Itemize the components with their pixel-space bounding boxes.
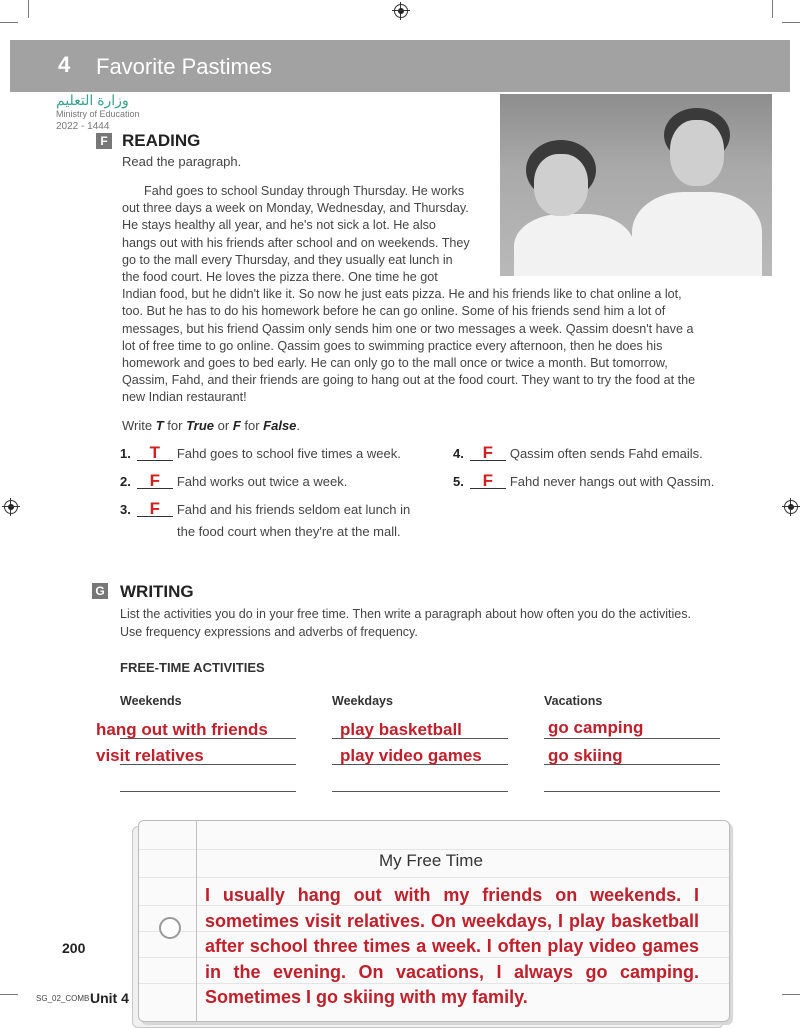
page-number: 200: [62, 940, 86, 956]
tf-answer-2[interactable]: F: [137, 474, 173, 489]
vacations-answer-2[interactable]: go skiing: [548, 746, 623, 765]
notepad-paragraph[interactable]: I usually hang out with my friends on weekends. I sometimes visit relatives. On weekdays, I play basketball after school three times a week. I often play video games in the evening. On vacations, I always go camping. Sometimes I go skiing with my family.: [205, 885, 699, 1007]
crop-mark: [0, 994, 18, 995]
tf-answer-1[interactable]: T: [137, 446, 173, 461]
answer-line: [544, 791, 720, 792]
tf-item-3-line2: the food court when they're at the mall.: [177, 524, 401, 539]
section-letter-f: F: [96, 133, 112, 149]
notepad-margin-line: [196, 821, 197, 1021]
crop-mark: [782, 994, 800, 995]
tf-item-3: 3. F Fahd and his friends seldom eat lunch in: [120, 499, 411, 518]
column-heading-weekends: Weekends: [120, 694, 182, 708]
tf-item-2: 2. F Fahd works out twice a week.: [120, 471, 348, 490]
crop-mark: [0, 22, 18, 23]
unit-title: Favorite Pastimes: [96, 54, 273, 79]
unit-number: 4: [58, 52, 71, 77]
footer-unit: Unit 4: [90, 990, 129, 1006]
tf-item-4: 4. F Qassim often sends Fahd emails.: [453, 443, 703, 462]
ministry-year: 2022 - 1444: [56, 121, 110, 132]
true-false-instruction: Write T for True or F for False.: [122, 418, 301, 433]
tf-answer-5[interactable]: F: [470, 474, 506, 489]
answer-line: [544, 738, 720, 739]
reading-paragraph: [122, 183, 702, 407]
weekends-answer-2[interactable]: visit relatives: [96, 746, 204, 765]
notepad-hole-icon: [159, 917, 181, 939]
registration-mark-icon: [784, 500, 798, 514]
weekdays-answer-1[interactable]: play basketball: [340, 720, 462, 739]
section-letter-g: G: [92, 583, 108, 599]
reading-paragraph-text: Fahd goes to school Sunday through Thursday. He works out three days a week on Monday, Wednesday, and Thursday. He stays healthy all year, and he's not sick a lot. He also hangs out with his friends after school and on weekends. They go to the mall every Thursday, and they usually eat lunch in the food court. He loves the pizza there. One time he got Indian food, but he didn't like it. So now he just eats pizza. He and his friends like to chat online a lot, too. But he has to do his homework before he can go online. Some of his friends send him a lot of messages, but his friend Qassim only sends him one or two messages a week. Qassim doesn't have a lot of free time to go online. Qassim goes to swimming practice every afternoon, then he does his homework and goes to bed early. He can only go to the mall once or twice a month. But tomorrow, Qassim, Fahd, and their friends are going to hang out at the food court. They want to try the food at the new Indian restaurant!: [122, 184, 696, 405]
column-heading-weekdays: Weekdays: [332, 694, 393, 708]
writing-instruction-2: Use frequency expressions and adverbs of frequency.: [120, 625, 418, 639]
reading-instruction: Read the paragraph.: [122, 154, 242, 169]
registration-mark-icon: [4, 500, 18, 514]
notepad-title: My Free Time: [379, 851, 483, 870]
column-heading-vacations: Vacations: [544, 694, 603, 708]
crop-mark: [782, 22, 800, 23]
crop-mark: [772, 0, 773, 18]
registration-mark-icon: [394, 4, 408, 18]
weekdays-answer-2[interactable]: play video games: [340, 746, 482, 765]
writing-instruction-1: List the activities you do in your free time. Then write a paragraph about how often you do the activities.: [120, 607, 691, 621]
footer-code: SG_02_COMB: [36, 994, 90, 1003]
notepad: [138, 820, 730, 1022]
free-time-activities-title: FREE-TIME ACTIVITIES: [120, 660, 265, 675]
tf-answer-4[interactable]: F: [470, 446, 506, 461]
answer-line: [332, 791, 508, 792]
ministry-english: Ministry of Education: [56, 109, 140, 119]
ministry-logo: [56, 92, 166, 132]
ministry-arabic: وزارة التعليم: [56, 92, 129, 108]
weekends-answer-1[interactable]: hang out with friends: [96, 720, 268, 739]
vacations-answer-1[interactable]: go camping: [548, 718, 644, 737]
reading-title: READING: [122, 131, 201, 150]
writing-title: WRITING: [120, 582, 194, 601]
crop-mark: [28, 0, 29, 18]
tf-item-5: 5. F Fahd never hangs out with Qassim.: [453, 471, 715, 490]
tf-item-1: 1. T Fahd goes to school five times a week.: [120, 443, 401, 462]
answer-line: [120, 791, 296, 792]
tf-answer-3[interactable]: F: [137, 502, 173, 517]
